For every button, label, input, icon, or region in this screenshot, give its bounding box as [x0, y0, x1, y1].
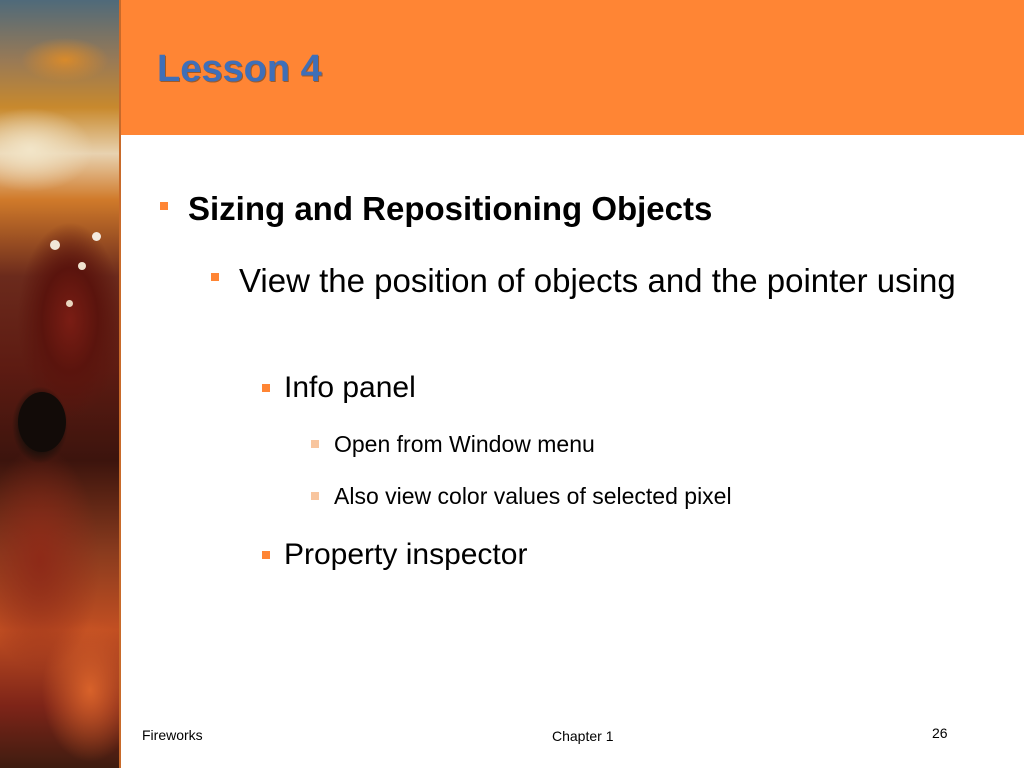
bullet-level1: [157, 190, 712, 228]
footer-course-name: Fireworks: [142, 727, 203, 743]
wing-eyespot: [18, 392, 66, 452]
bullet-level3-info-panel: [262, 371, 416, 405]
wing-highlight: [50, 240, 60, 250]
bullet-text: View the position of objects and the pointer using: [239, 262, 956, 299]
butterfly-photo: [0, 0, 119, 768]
bullet-level3-property-inspector: [262, 538, 527, 572]
square-bullet-icon: [262, 384, 270, 392]
wing-highlight: [92, 232, 101, 241]
bullet-level4-open-window-menu: [311, 431, 595, 458]
page-number: 26: [932, 725, 948, 741]
bullet-text: Open from Window menu: [334, 431, 595, 457]
slide-title: Lesson 4: [157, 48, 322, 90]
bullet-text: Info panel: [284, 371, 416, 404]
bullet-level4-color-values: [311, 483, 732, 510]
bullet-text: Sizing and Repositioning Objects: [188, 190, 713, 227]
square-bullet-icon: [311, 440, 319, 448]
square-bullet-icon: [160, 202, 168, 210]
footer-chapter: Chapter 1: [552, 728, 614, 744]
wing-highlight: [66, 300, 73, 307]
bullet-text: Property inspector: [284, 538, 528, 571]
square-bullet-icon: [311, 492, 319, 500]
square-bullet-icon: [262, 551, 270, 559]
square-bullet-icon: [211, 273, 219, 281]
wing-highlight: [78, 262, 86, 270]
bullet-level2: [211, 258, 981, 304]
bullet-text: Also view color values of selected pixel: [334, 483, 732, 509]
